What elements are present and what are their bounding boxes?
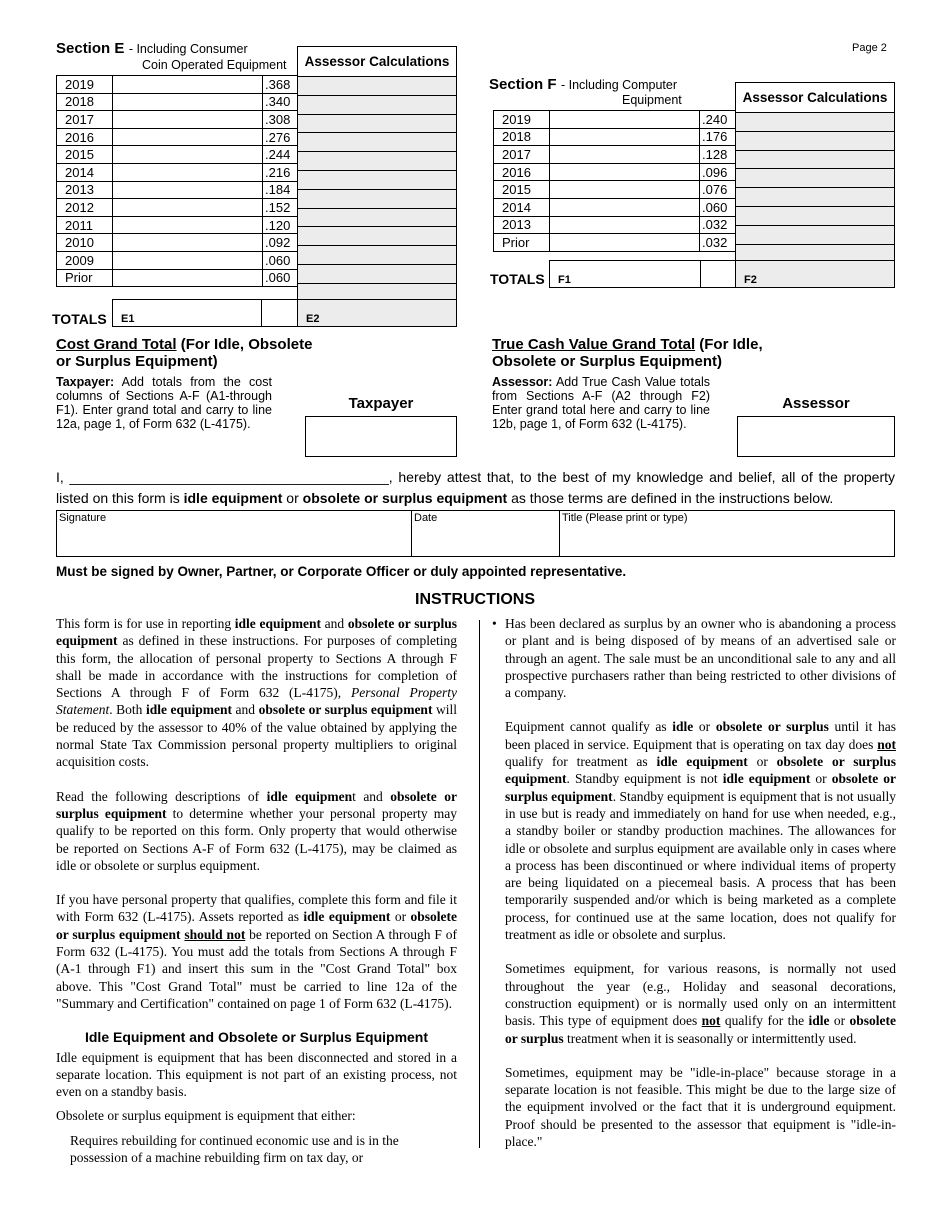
left-paragraph-3: If you have personal property that qualifies, complete this form and file it with Form 632 (L-4175). Assets reported as idle equipment or obsolete or surplus equipment should not be reported on Section A through F of Form 632 (L-4175). You must add the totals from Sections A through F (A-1 through F1) and insert this sum in the "Cost Grand Total" box above. This "Cost Grand Total" must be carried to line 12a of the "Summary and Certification" contained on page 1 of Form 632 (L-4175). [56, 892, 457, 1011]
year-cell: 2016 [57, 128, 113, 146]
attestation-name-blank[interactable]: _________________________________________ [69, 469, 389, 485]
true-cash-total-title-line2: Obsolete or Surplus Equipment) [492, 353, 723, 370]
multiplier-cell: .060 [700, 198, 736, 216]
section-f-total-assessor[interactable]: F2 [735, 260, 895, 288]
multiplier-cell: .308 [263, 111, 299, 129]
instructions-title: INSTRUCTIONS [415, 591, 535, 608]
table-row [494, 234, 736, 252]
table-row [494, 216, 736, 234]
table-row [57, 234, 299, 252]
multiplier-cell: .176 [700, 128, 736, 146]
year-cell: 2015 [494, 181, 550, 199]
table-row [494, 128, 736, 146]
true-cash-total-text [492, 375, 710, 431]
year-cell: 2009 [57, 251, 113, 269]
cost-grand-total-title-underlined: Cost Grand Total [56, 336, 177, 353]
page-number: Page 2 [852, 42, 887, 54]
table-row [57, 251, 299, 269]
attestation-line-2 [56, 486, 895, 510]
table-row [57, 146, 299, 164]
section-e-header [56, 40, 248, 58]
year-cell: Prior [57, 269, 113, 287]
cost-input-cell[interactable] [113, 199, 263, 217]
bullet-icon: • [492, 616, 497, 631]
cost-grand-total-title-line2: or Surplus Equipment) [56, 353, 218, 370]
cost-input-cell[interactable] [113, 93, 263, 111]
attestation-2d: obsolete or surplus equipment [302, 490, 508, 506]
assessor-calc-cell[interactable] [736, 151, 894, 170]
section-f-title: Section F [489, 76, 557, 93]
assessor-calc-cell[interactable] [298, 152, 456, 171]
table-row [494, 146, 736, 164]
table-row [57, 181, 299, 199]
left-paragraph-1: This form is for use in reporting idle equipment and obsolete or surplus equipment as defined in these instructions. For purposes of completing this form, the allocation of personal property to Sections A through F shall be made in accordance with the instructions for completion of Sections A through F of Form 632 (L-4175), Personal Property Statement. Both idle equipment and obsolete or surplus equipment will be reduced by the assessor to 40% of the value obtained by applying the normal State Tax Commission personal property multipliers to original acquisition costs. [56, 616, 458, 770]
multiplier-cell: .092 [263, 234, 299, 252]
multiplier-cell: .128 [700, 146, 736, 164]
true-cash-total-title [492, 336, 812, 370]
assessor-box-label: Assessor [782, 395, 850, 412]
section-f-subtitle-2: Equipment [622, 93, 682, 107]
column-divider [479, 620, 480, 1148]
attestation-2a: listed on this form is [56, 490, 184, 506]
assessor-calc-cell[interactable] [298, 246, 456, 265]
assessor-calc-cell[interactable] [736, 169, 894, 188]
table-row [57, 269, 299, 287]
taxpayer-grand-total-input[interactable] [305, 416, 457, 457]
section-f-table [493, 110, 736, 252]
table-row [57, 199, 299, 217]
cost-input-cell[interactable] [550, 146, 700, 164]
table-row [57, 111, 299, 129]
section-f-total-mult-blank [700, 260, 736, 288]
multiplier-cell: .184 [263, 181, 299, 199]
assessor-calc-cell[interactable] [736, 132, 894, 151]
multiplier-cell: .060 [263, 269, 299, 287]
year-cell: Prior [494, 234, 550, 252]
right-paragraph-2: Sometimes equipment, for various reasons, is normally not used throughout the year (e.g., Holiday and seasonal decorations, construction equipment) or is normally used only on an intermittent basis. This type of equipment does not qualify for the idle or obsolete or surplus treatment when it is seasonally or intermittently used. [505, 961, 896, 1046]
section-e-table [56, 75, 299, 287]
true-cash-total-title-rest: (For Idle, [695, 336, 763, 353]
table-row [494, 111, 736, 129]
year-cell: 2011 [57, 216, 113, 234]
assessor-calc-cell[interactable] [736, 188, 894, 207]
year-cell: 2014 [494, 198, 550, 216]
bullet-surplus-text: Has been declared as surplus by an owner who is abandoning a process or plant and is being disposed of by means of an advertised sale or through an agent. The sale must be an unconditional sale to any and all prospective purchasers rather than being restricted to other divisions of a company. [505, 616, 896, 701]
bullet-rebuilding: Requires rebuilding for continued economic use and is in the possession of a machine rebuilding firm on tax day, or [70, 1132, 399, 1166]
multiplier-cell: .032 [700, 234, 736, 252]
cost-input-cell[interactable] [113, 76, 263, 94]
taxpayer-lead: Taxpayer: [56, 375, 115, 389]
section-f-assessor-column [735, 82, 895, 262]
signature-label: Signature [59, 512, 107, 524]
cost-input-cell[interactable] [550, 234, 700, 252]
left-column [56, 615, 457, 1166]
year-cell: 2017 [57, 111, 113, 129]
assessor-calc-cell[interactable] [736, 226, 894, 245]
assessor-calc-cell[interactable] [298, 190, 456, 209]
attestation-2b: idle equipment [183, 490, 283, 506]
assessor-calc-cell[interactable] [298, 265, 456, 284]
date-field[interactable] [412, 511, 560, 556]
assessor-calc-cell[interactable] [736, 113, 894, 132]
cost-grand-total-text [56, 375, 272, 431]
section-f-total-cost[interactable]: F1 [549, 260, 701, 288]
multiplier-cell: .120 [263, 216, 299, 234]
must-sign-note: Must be signed by Owner, Partner, or Corporate Officer or duly appointed representative. [56, 564, 627, 579]
year-cell: 2013 [494, 216, 550, 234]
assessor-calc-cell[interactable] [298, 115, 456, 134]
multiplier-cell: .368 [263, 76, 299, 94]
multiplier-cell: .244 [263, 146, 299, 164]
multiplier-cell: .216 [263, 163, 299, 181]
assessor-instructions: Add True Cash Value totals from Sections A-F (A2 through F2) Enter grand total here and carry to line 12b, page 1, of Form 632 (L-4175). [492, 375, 710, 431]
cost-input-cell[interactable] [550, 128, 700, 146]
cost-input-cell[interactable] [113, 163, 263, 181]
year-cell: 2019 [57, 76, 113, 94]
date-label: Date [414, 512, 438, 524]
cost-input-cell[interactable] [113, 216, 263, 234]
year-cell: 2016 [494, 163, 550, 181]
table-row [57, 128, 299, 146]
assessor-calc-cell[interactable] [298, 96, 456, 115]
taxpayer-box-label: Taxpayer [348, 395, 414, 412]
cost-input-cell[interactable] [550, 163, 700, 181]
assessor-lead: Assessor: [492, 375, 553, 389]
section-e-subtitle-1: - Including Consumer [128, 42, 248, 56]
table-row [57, 163, 299, 181]
right-column [492, 615, 896, 1150]
table-row [57, 93, 299, 111]
multiplier-cell: .096 [700, 163, 736, 181]
cost-input-cell[interactable] [550, 198, 700, 216]
multiplier-cell: .076 [700, 181, 736, 199]
table-row [57, 216, 299, 234]
left-paragraph-2: Read the following descriptions of idle equipment and obsolete or surplus equipment to determine whether your personal property may qualify to be reported on this form. Only property that would otherwise be reported on Sections A-F of Form 632 (L-4175), may be claimed as idle or obsolete or surplus equipment. [56, 788, 458, 873]
section-e-totals-label: TOTALS [52, 311, 107, 327]
left-paragraph-4: Idle equipment is equipment that has been disconnected and stored in a separate location. This equipment is not part of an existing process, not even on a standby basis. [56, 1049, 457, 1100]
table-row [57, 76, 299, 94]
year-cell: 2010 [57, 234, 113, 252]
year-cell: 2017 [494, 146, 550, 164]
signature-row [56, 510, 895, 557]
multiplier-cell: .152 [263, 199, 299, 217]
year-cell: 2014 [57, 163, 113, 181]
assessor-calc-cell[interactable] [298, 227, 456, 246]
section-f-assessor-header: Assessor Calculations [736, 83, 894, 113]
cost-grand-total-title-rest: (For Idle, Obsolete [176, 336, 313, 353]
attestation-end: , hereby attest that, to the best of my knowledge and belief, all of the property [388, 469, 895, 485]
table-row [494, 198, 736, 216]
signature-field[interactable] [57, 511, 412, 556]
title-label: Title (Please print or type) [562, 512, 688, 524]
cost-input-cell[interactable] [113, 251, 263, 269]
assessor-calc-cell[interactable] [298, 77, 456, 96]
taxpayer-instructions: Add totals from the cost columns of Sections A-F (A1-through F1). Enter grand total and carry to line 12a, page 1, of Form 632 (L-4175). [56, 375, 272, 431]
section-e-total-mult-blank [261, 299, 298, 327]
table-row [494, 181, 736, 199]
cost-input-cell[interactable] [113, 234, 263, 252]
right-paragraph-3: Sometimes, equipment may be "idle-in-place" because storage in a separate location is not feasible. This might be due to the large size of the equipment involved or the fact that it is underground equipment. Proof should be presented to the assessor that equipment is "idle-in-place." [505, 1064, 896, 1150]
assessor-grand-total-input[interactable] [737, 416, 895, 457]
true-cash-total-title-underlined: True Cash Value Grand Total [492, 336, 696, 353]
section-f-totals-label: TOTALS [490, 271, 545, 287]
year-cell: 2018 [57, 93, 113, 111]
assessor-calc-cell[interactable] [736, 207, 894, 226]
year-cell: 2013 [57, 181, 113, 199]
multiplier-cell: .060 [263, 251, 299, 269]
cost-input-cell[interactable] [113, 146, 263, 164]
section-f-header [489, 76, 677, 94]
assessor-calc-cell[interactable] [298, 209, 456, 228]
cost-grand-total-title [56, 336, 336, 370]
section-e-title: Section E [56, 40, 125, 57]
assessor-calc-cell[interactable] [298, 133, 456, 152]
multiplier-cell: .340 [263, 93, 299, 111]
section-e-assessor-column [297, 46, 457, 300]
year-cell: 2019 [494, 111, 550, 129]
left-paragraph-5: Obsolete or surplus equipment is equipment that either: [56, 1108, 356, 1124]
multiplier-cell: .240 [700, 111, 736, 129]
attestation-2e: as those terms are defined in the instructions below. [507, 490, 834, 506]
cost-input-cell[interactable] [113, 269, 263, 287]
year-cell: 2012 [57, 199, 113, 217]
attestation-2c: or [282, 490, 303, 506]
section-e-assessor-header: Assessor Calculations [298, 47, 456, 77]
cost-input-cell[interactable] [550, 181, 700, 199]
assessor-calc-cell[interactable] [298, 171, 456, 190]
section-e-subtitle-2: Coin Operated Equipment [142, 58, 287, 72]
section-e-total-assessor[interactable]: E2 [297, 299, 457, 327]
multiplier-cell: .276 [263, 128, 299, 146]
cost-input-cell[interactable] [113, 181, 263, 199]
attestation-start: I, [56, 469, 70, 485]
idle-equipment-subheading: Idle Equipment and Obsolete or Surplus Equipment [84, 1029, 429, 1046]
right-paragraph-1: Equipment cannot qualify as idle or obsolete or surplus until it has been placed in service. Equipment that is operating on tax day does not qualify for treatment as idle equipment or obsolete or surplus equipment. Standby equipment is not idle equipment or obsolete or surplus equipment. Standby equipment is equipment that is not usually in use but is ready and immediately on hand for use when needed, e.g., a standby boiler or standby production machines. The allowances for idle or obsolete and surplus equipment are available only in cases where a process has been discontinued or where individual items of property are being liquidated on a piecemeal basis. A process that has been temporarily suspended and/or which is being marketed as a complete process, for continued use at the same location, does not qualify for treatment as idle or obsolete and surplus. [505, 719, 897, 943]
cost-input-cell[interactable] [113, 128, 263, 146]
title-field[interactable] [560, 511, 894, 556]
section-e-total-cost[interactable]: E1 [112, 299, 262, 327]
table-row [494, 163, 736, 181]
cost-input-cell[interactable] [113, 111, 263, 129]
year-cell: 2015 [57, 146, 113, 164]
multiplier-cell: .032 [700, 216, 736, 234]
bullet-surplus [492, 615, 896, 701]
year-cell: 2018 [494, 128, 550, 146]
cost-input-cell[interactable] [550, 111, 700, 129]
section-f-subtitle-1: - Including Computer [560, 78, 677, 92]
cost-input-cell[interactable] [550, 216, 700, 234]
